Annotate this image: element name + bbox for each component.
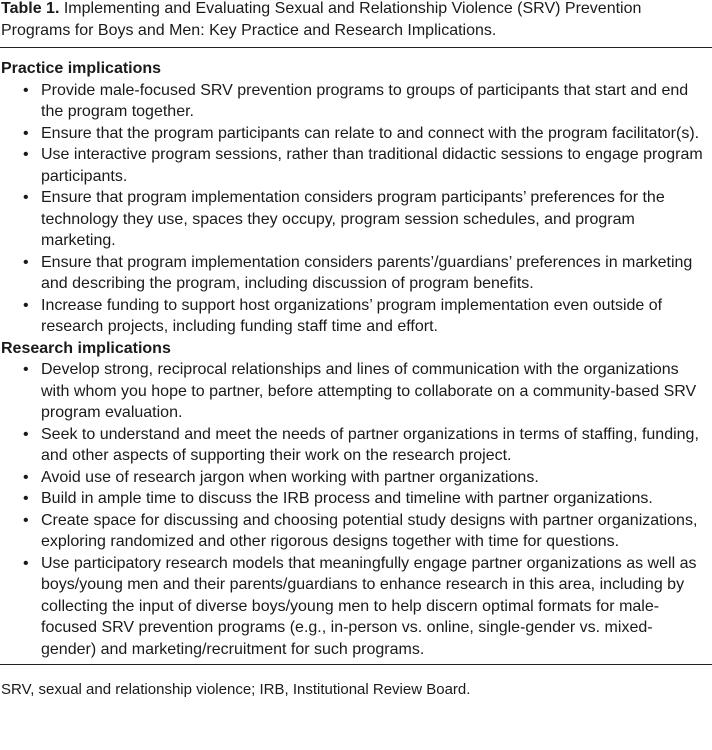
list-item (1, 467, 706, 489)
list-item-text: Avoid use of research jargon when working with partner organizations. (41, 468, 539, 486)
table-title: Implementing and Evaluating Sexual and Relationship Violence (SRV) Prevention Programs for Boys and Men: Key Practice and Research Implications. (1, 0, 642, 39)
list-item-text: Seek to understand and meet the needs of partner organizations in terms of staffing, funding, and other aspects of supporting their work on the research project. (41, 425, 699, 464)
list-item (1, 80, 706, 123)
bullet-icon: • (23, 296, 29, 314)
bullet-icon: • (23, 253, 29, 271)
list-item-text: Provide male-focused SRV prevention programs to groups of participants that start and end the program together. (41, 81, 689, 120)
list-item (1, 359, 706, 424)
list-item-text: Ensure that the program participants can relate to and connect with the program facilitator(s). (41, 124, 700, 142)
list-item (1, 424, 706, 467)
list-item (1, 510, 706, 553)
table-caption (0, 0, 712, 41)
bullet-icon: • (23, 361, 29, 378)
practice-list (1, 80, 706, 338)
list-item-text: Ensure that program implementation considers parents’/guardians’ preferences in marketing and describing the program, including discussion of program benefits. (41, 253, 693, 292)
bullet-icon: • (23, 124, 29, 142)
list-item (1, 488, 706, 510)
list-item (1, 295, 706, 338)
list-item-text: Develop strong, reciprocal relationships and lines of communication with the organizations with whom you hope to partner, before attempting to collaborate on a community-based SRV program evaluation. (41, 361, 697, 421)
list-item (1, 144, 706, 187)
bullet-icon: • (23, 81, 29, 99)
list-item (1, 252, 706, 295)
research-list (1, 359, 706, 660)
bullet-icon: • (23, 554, 29, 572)
bullet-icon: • (23, 146, 29, 163)
list-item (1, 187, 706, 252)
list-item-text: Ensure that program implementation considers program participants’ preferences for the technology they use, spaces they occupy, program session schedules, and program marketing. (41, 189, 665, 249)
bullet-icon: • (23, 468, 29, 486)
list-item (1, 123, 706, 145)
bullet-icon: • (23, 189, 29, 206)
list-item-text: Use participatory research models that meaningfully engage partner organizations as well as boys/young men and their parents/guardians to enhance research in this area, including by collecting the input of diverse boys/young men to help discern optimal formats for male-focused SRV prevention programs (e.g., in-person vs. online, single-gender vs. mixed-gender) and marketing/recruitment for such programs. (41, 554, 697, 658)
list-item-text: Increase funding to support host organizations’ program implementation even outside of research projects, including funding staff time and effort. (41, 296, 663, 335)
list-item-text: Build in ample time to discuss the IRB process and timeline with partner organizations. (41, 490, 653, 507)
list-item (1, 553, 706, 661)
bullet-icon: • (23, 425, 29, 443)
list-item-text: Use interactive program sessions, rather than traditional didactic sessions to engage program participants. (41, 146, 703, 185)
bullet-icon: • (23, 490, 29, 507)
list-item-text: Create space for discussing and choosing potential study designs with partner organizations, exploring randomized and other rigorous designs together with time for questions. (41, 511, 698, 550)
bullet-icon: • (23, 511, 29, 529)
table-body (0, 48, 712, 664)
table-label: Table 1. (1, 0, 60, 17)
practice-heading: Practice implications (1, 60, 162, 77)
research-heading: Research implications (1, 339, 171, 357)
table-footnote: SRV, sexual and relationship violence; IRB, Institutional Review Board. (1, 681, 471, 698)
